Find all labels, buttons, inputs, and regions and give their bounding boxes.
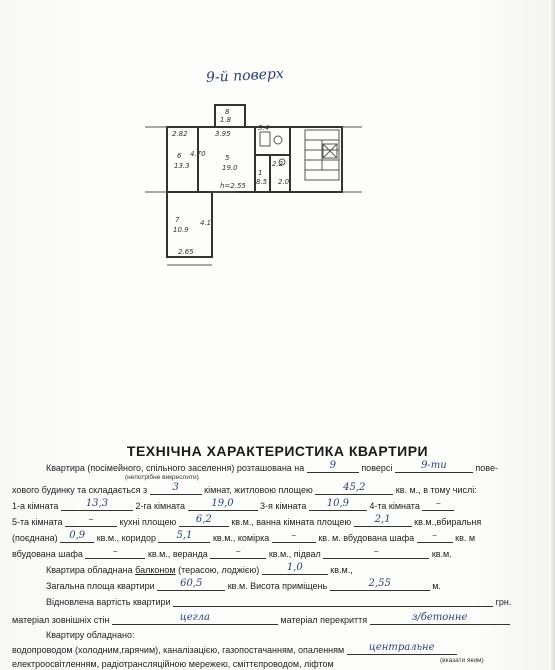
value-closet: – [291,530,297,541]
label-sqm-2: кв.м. [431,549,452,559]
label-room-2: 2-га кімната [135,501,185,511]
plan-room-a-area: 13.3 [174,162,190,170]
value-balcony: 1,0 [286,562,303,573]
plan-lower-width: 2.65 [178,248,194,256]
value-veranda: – [235,546,241,557]
plan-room-b-area: 19.0 [222,164,238,172]
label-utilities: водопроводом (холодним,гарячим), каналізацією, газопостачанням, опаленням [12,645,345,655]
value-room-2: 19,0 [211,498,234,509]
value-total-area: 60,5 [180,578,203,589]
label-bathroom: кв.м., ванна кімната площею [231,517,352,527]
value-walls: цегла [179,612,211,623]
label-equipped-with: Квартиру обладнано: [46,630,135,640]
label-total-area: Загальна площа квартири [46,581,155,591]
label-equipped: Квартира обладнана [46,565,133,575]
line-materials [12,614,510,625]
line-kitchen-bath [12,516,481,527]
note-strike: (непотрібне викреслити) [125,474,199,481]
floor-plan [140,100,365,270]
label-kitchen: кухні площею [119,517,177,527]
line-location [46,462,498,473]
label-location: Квартира (посімейного, спільного заселення) розташована на [46,463,305,473]
value-toilet: 0,9 [69,530,86,541]
line-electricity [12,659,334,669]
value-floor: 9 [329,460,336,471]
line-utilities [12,644,457,655]
value-heating: центральне [368,642,435,653]
label-height: кв.м. Висота приміщень [227,581,328,591]
note-specify: (вказати яким) [440,657,484,664]
label-veranda: кв.м., веранда [147,549,208,559]
line-value [46,596,511,607]
value-room-4: – [435,498,441,509]
label-floors: матеріал перекриття [280,615,368,625]
plan-room-b-num: 5 [225,154,230,162]
label-rooms: хового будинку та складається з [12,485,148,495]
value-cellar: – [373,546,379,557]
label-sqm: кв. м [455,533,476,543]
line-corridor [12,532,475,543]
label-wardrobe-2: вбудована шафа [12,549,83,559]
value-rooms: 3 [172,482,179,493]
value-kitchen: 6,2 [195,514,212,525]
label-restored-value: Відновлена вартість квартири [46,597,171,607]
label-room-3: 3-я кімната [260,501,307,511]
value-room-5: – [88,514,94,525]
label-cellar: кв.м., підвал [268,549,321,559]
plan-room-c-c: 2.0 [278,178,290,186]
plan-room-c-area: 8.5 [256,178,268,186]
value-height: 2,55 [368,578,391,589]
value-corridor: 5,1 [176,530,193,541]
value-living-area: 45,2 [343,482,366,493]
floor-label: 9-й поверх [205,65,285,87]
value-floors: з/бетонне [411,612,468,623]
page-edge [549,0,555,670]
label-walls: матеріал зовнішніх стін [12,615,110,625]
line-rooms-1-4 [12,500,454,511]
label-sqm-3: кв.м., [330,565,353,575]
plan-room-a-num: 6 [177,152,182,160]
line-rooms [12,484,477,495]
label-storey: пове- [475,463,498,473]
label-including: кв. м., в тому числі: [395,485,477,495]
label-floor: поверсі [361,463,393,473]
line-balcony [46,564,353,575]
label-combined: (поєднана) [12,533,58,543]
label-living-area: кімнат, житловою площею [204,485,313,495]
plan-room-b-width: 3.95 [215,130,231,138]
plan-room-height: h=2.55 [220,182,246,190]
label-room-5: 5-та кімната [12,517,63,527]
plan-room-c-width: 3.4 [258,124,270,132]
label-wardrobe: кв. м. вбудована шафа [318,533,415,543]
value-wardrobe: – [432,530,438,541]
value-room-3: 10,9 [326,498,349,509]
line-veranda [12,548,452,559]
label-corridor: кв.м., коридор [96,533,156,543]
value-room-1: 13,3 [85,498,109,509]
value-wardrobe-2: – [112,546,118,557]
plan-room-a-width: 2.82 [172,130,188,138]
line-total-area [46,580,441,591]
label-balcony: балконом [135,565,176,575]
label-electricity: електроосвітленням, радіотрансляційною мережею, сміттєпроводом, ліфтом [12,659,334,669]
value-total-floors: 9-ти [421,460,447,471]
document-heading: ТЕХНІЧНА ХАРАКТЕРИСТИКА КВАРТИРИ [126,443,429,459]
value-bathroom: 2,1 [374,514,391,525]
plan-lower-area: 10.9 [173,226,189,234]
label-meters: м. [432,581,441,591]
plan-top-width: 8 [225,108,230,116]
label-uah: грн. [495,597,512,607]
label-room-4: 4-та кімната [369,501,420,511]
line-equipped-heading [46,630,135,640]
label-room-1: 1-а кімната [12,501,59,511]
label-closet: кв.м., комірка [212,533,270,543]
plan-top-area: 1.8 [220,116,232,124]
plan-lower-height: 4.1 [200,219,212,227]
plan-room-c-num: 1 [258,169,263,177]
plan-lower-num: 7 [175,216,180,224]
plan-room-a-height: 4.70 [190,150,206,158]
plan-room-c-b: 2.2 [272,160,284,168]
label-terrace: (терасою, лоджією) [178,565,260,575]
label-toilet: кв.м.,вбиральня [414,517,482,527]
